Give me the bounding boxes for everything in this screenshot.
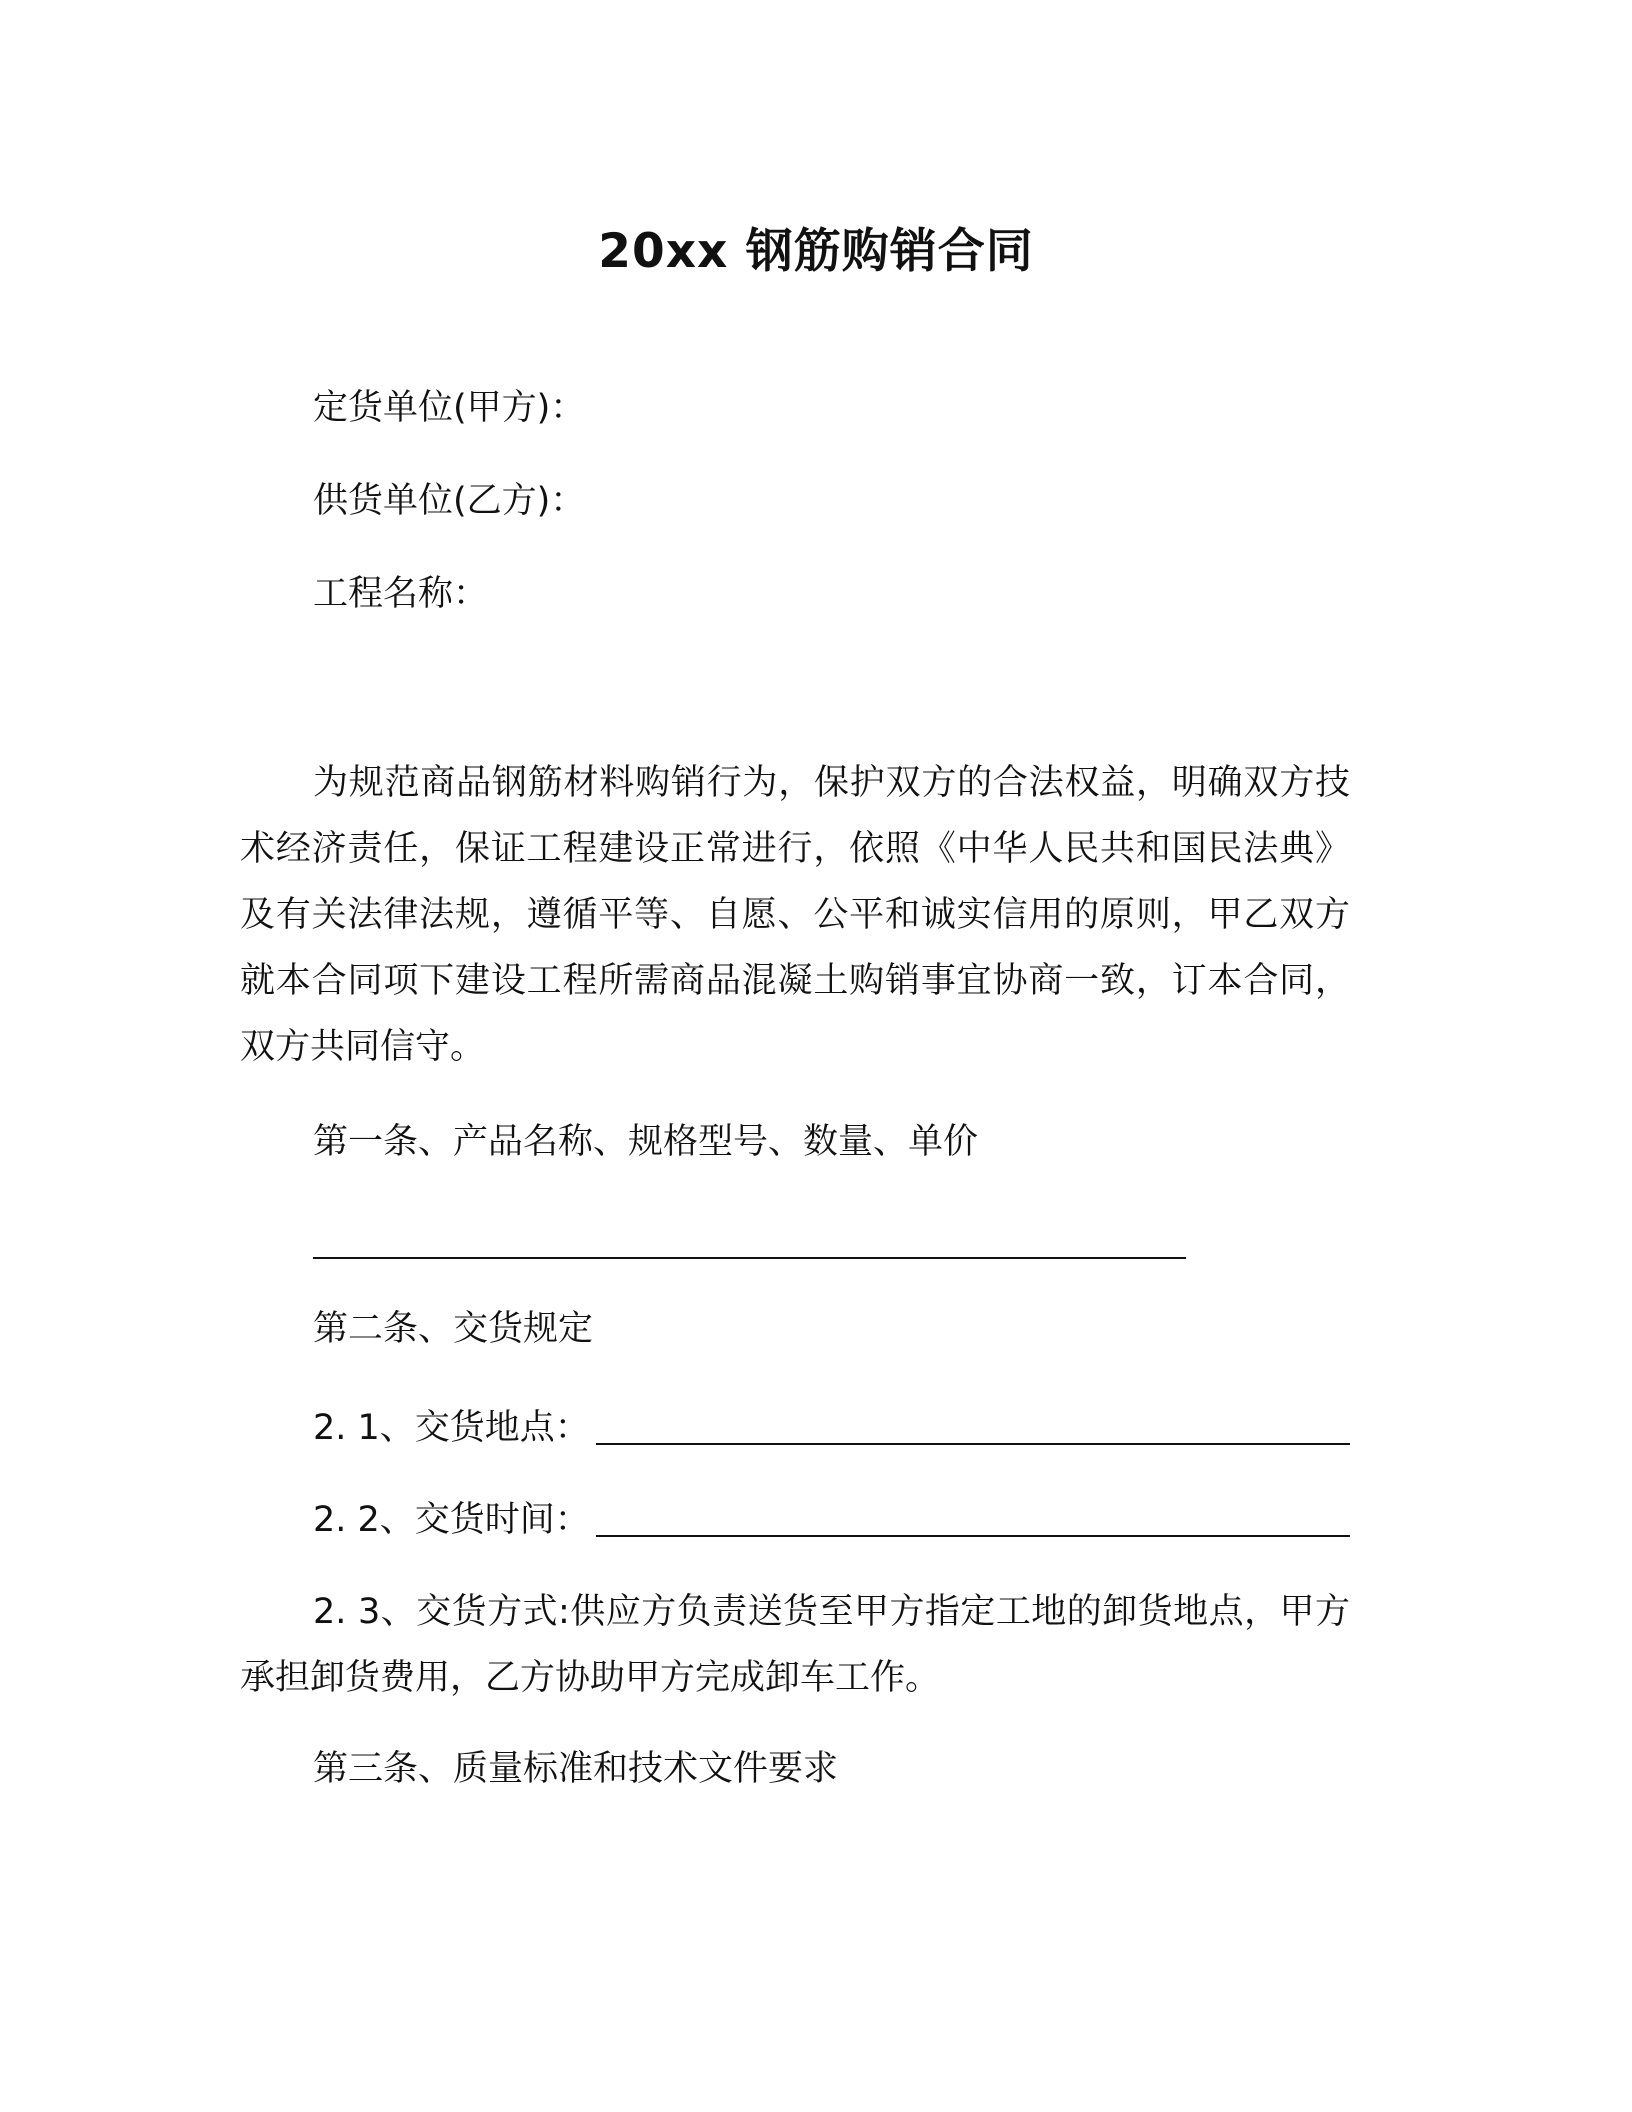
delivery-location-label: 2. 1、交货地点： (313, 1408, 590, 1448)
article2-heading: 第二条、交货规定 (313, 1309, 594, 1349)
article1-heading: 第一条、产品名称、规格型号、数量、单价 (313, 1122, 979, 1162)
document-title: 20xx 钢筋购销合同 (598, 224, 1034, 279)
buyer-field-label: 定货单位(甲方)： (313, 388, 586, 428)
delivery-time-blank (596, 1535, 1350, 1537)
delivery-time-row (313, 1497, 1350, 1543)
article1-blank-line (313, 1257, 1186, 1259)
delivery-method-paragraph: 2. 3、交货方式:供应方负责送货至甲方指定工地的卸货地点，甲方承担卸货费用，乙方协助甲方完成卸车工作。 (240, 1592, 1350, 1698)
delivery-time-label: 2. 2、交货时间： (313, 1500, 590, 1540)
project-name-label: 工程名称： (313, 574, 489, 614)
supplier-field-label: 供货单位(乙方)： (313, 481, 586, 521)
delivery-location-row (313, 1405, 1350, 1451)
preamble-paragraph: 为规范商品钢筋材料购销行为，保护双方的合法权益，明确双方技术经济责任，保证工程建设正常进行，依照《中华人民共和国民法典》及有关法律法规，遵循平等、自愿、公平和诚实信用的原则，甲乙双方就本合同项下建设工程所需商品混凝土购销事宜协商一致，订本合同，双方共同信守。 (240, 763, 1350, 1067)
delivery-location-blank (596, 1443, 1350, 1445)
article3-heading: 第三条、质量标准和技术文件要求 (313, 1749, 839, 1789)
